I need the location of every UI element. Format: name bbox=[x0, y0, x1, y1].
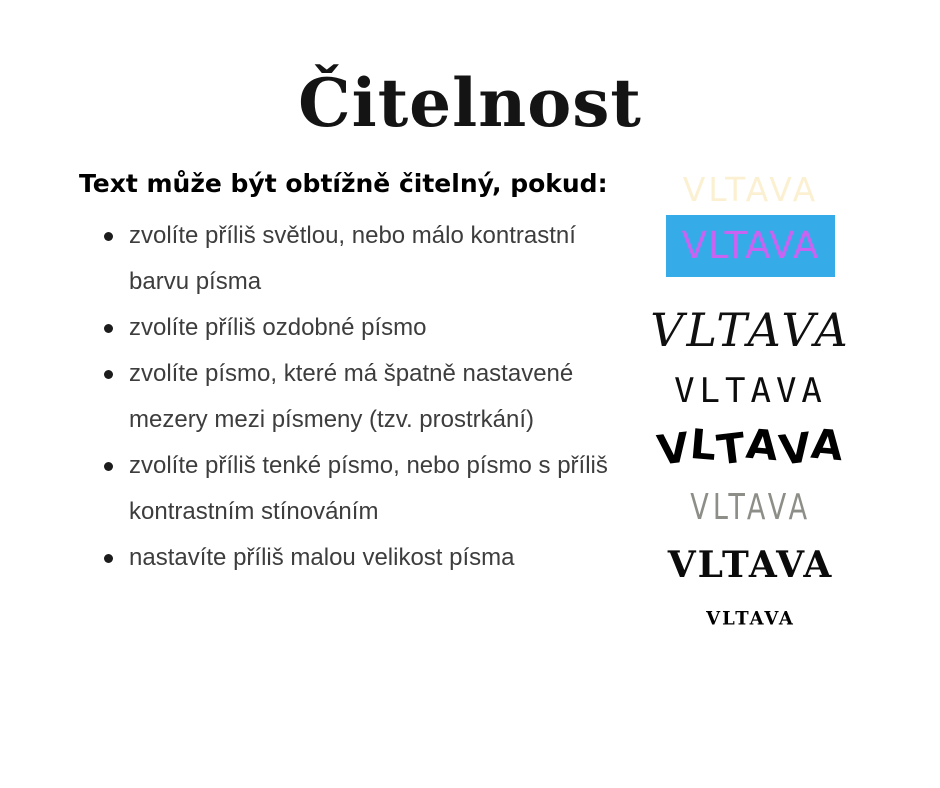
font-sample-too-light-color: VLTAVA bbox=[682, 170, 819, 210]
list-item: zvolíte písmo, které má špatně nastavené mezery mezi písmeny (tzv. prostrkání) bbox=[129, 351, 634, 443]
section-heading: Text může být obtížně čitelný, pokud: bbox=[79, 169, 608, 199]
list-item: zvolíte příliš světlou, nebo málo kontrastní barvu písma bbox=[129, 213, 634, 305]
list-item: nastavíte příliš malou velikost písma bbox=[129, 535, 634, 581]
page-title: Čitelnost bbox=[298, 64, 642, 142]
content-area bbox=[0, 168, 940, 629]
legibility-bullet-list bbox=[79, 213, 635, 581]
font-sample-heavy-irregular: VLTAVA bbox=[654, 419, 847, 476]
font-sample-low-contrast-colors: VLTAVA bbox=[666, 215, 836, 277]
font-sample-bad-letter-spacing: VLTAVA bbox=[674, 371, 827, 412]
font-samples-column bbox=[633, 170, 868, 629]
list-item: zvolíte příliš tenké písmo, nebo písmo s příliš kontrastním stínováním bbox=[129, 443, 634, 535]
list-item: zvolíte příliš ozdobné písmo bbox=[129, 305, 634, 351]
font-sample-contrast-strokes: VLTAVA bbox=[667, 544, 834, 587]
legibility-text-section bbox=[79, 168, 635, 629]
font-sample-too-thin: VLTAVA bbox=[690, 485, 811, 528]
font-sample-decorative-script: VLTAVA bbox=[650, 303, 851, 358]
font-sample-too-small: VLTAVA bbox=[706, 607, 795, 630]
